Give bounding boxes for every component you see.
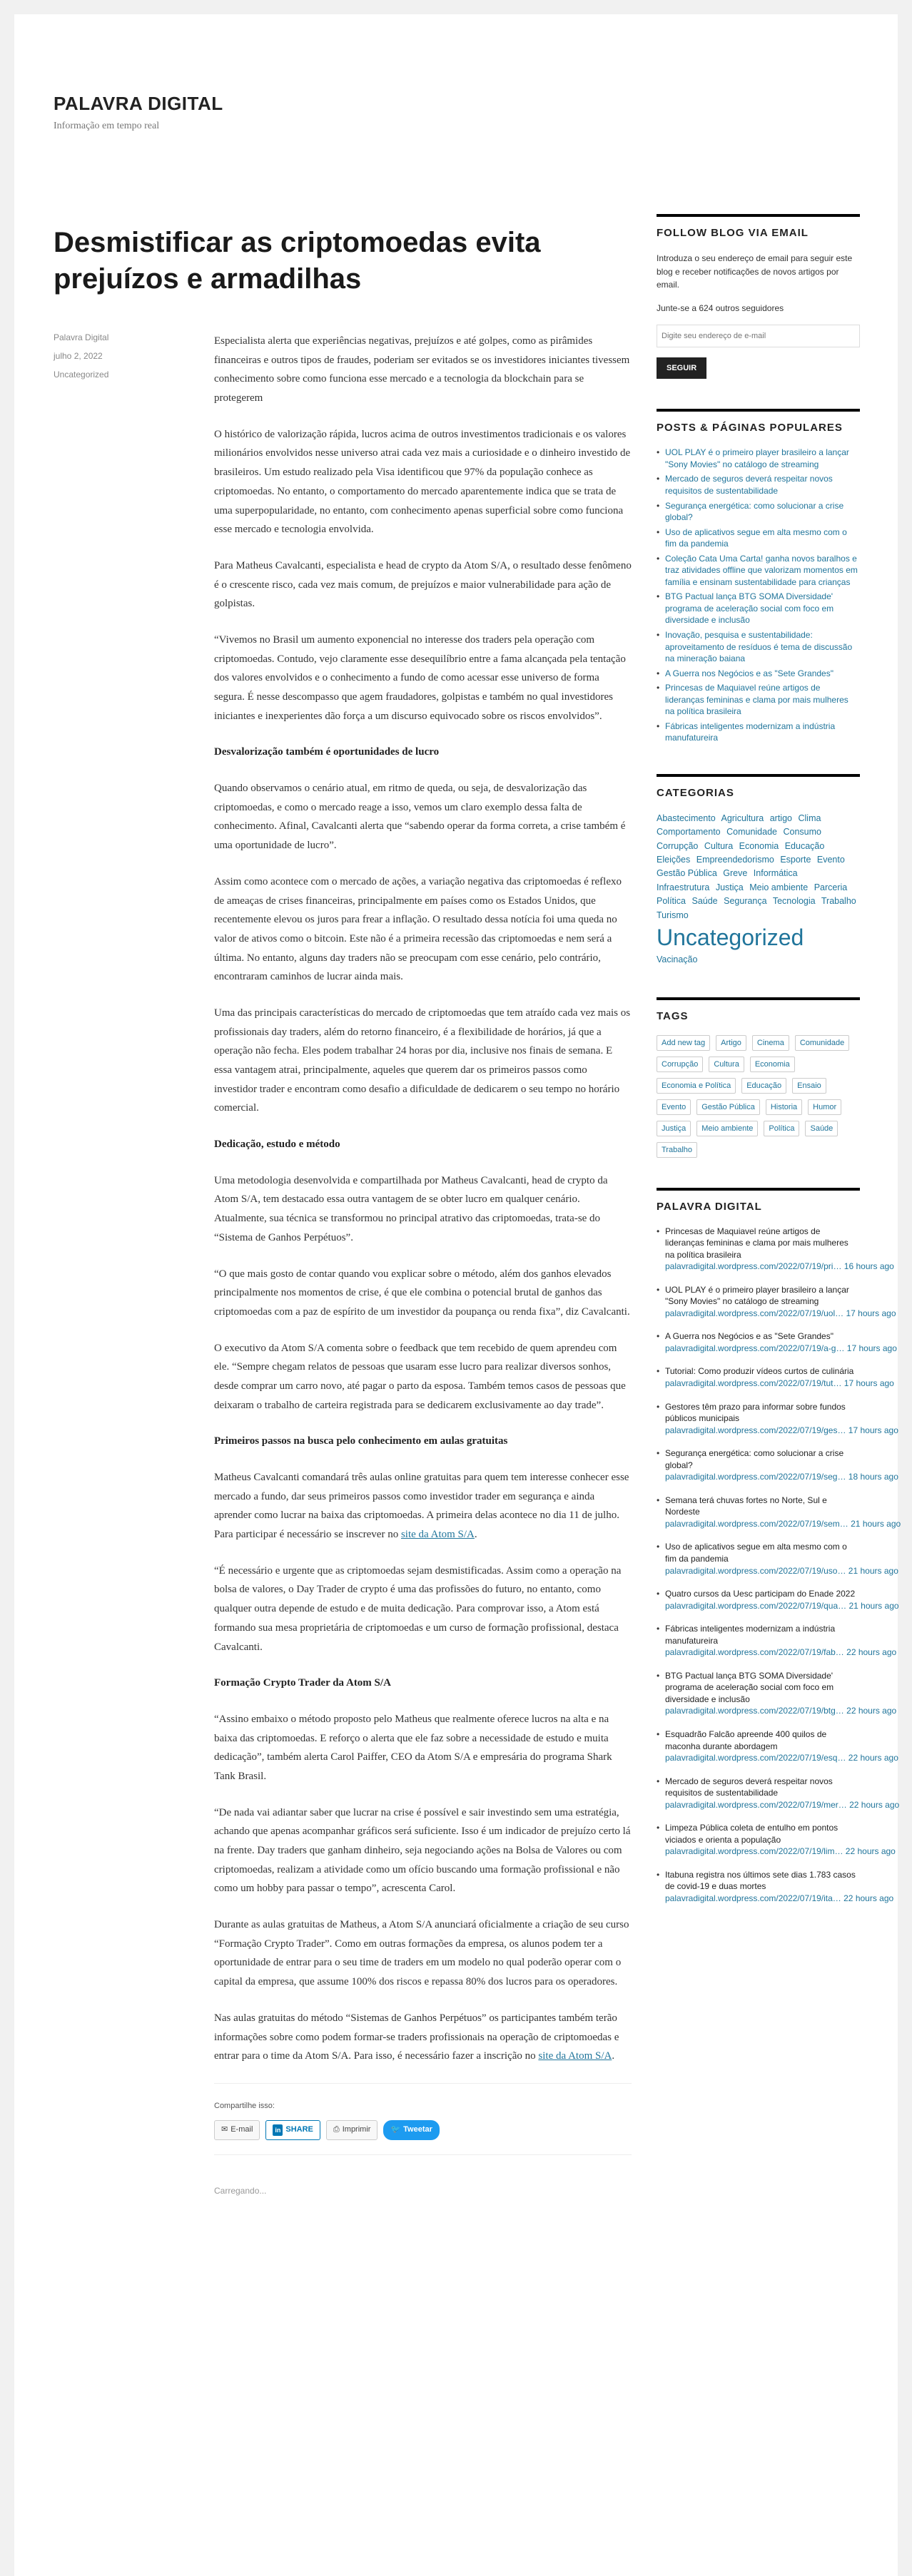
category-link[interactable]: Comportamento — [657, 827, 721, 838]
popular-link[interactable]: A Guerra nos Negócios e as "Sete Grandes" — [665, 668, 834, 678]
list-item — [657, 1869, 894, 1905]
share-twitter-label: Tweetar — [403, 2125, 432, 2134]
widget-title: CATEGORIAS — [657, 786, 734, 799]
popular-link[interactable]: Segurança energética: como solucionar a crise global? — [665, 500, 844, 523]
share-linkedin-label: SHARE — [285, 2125, 313, 2134]
category-link[interactable]: Turismo — [657, 910, 689, 920]
tag-link[interactable]: Trabalho — [657, 1142, 697, 1158]
category-link[interactable]: Educação — [784, 840, 825, 851]
post-meta — [54, 328, 161, 384]
widget-title: FOLLOW BLOG VIA EMAIL — [657, 227, 809, 239]
feed-title: • Segurança energética: como solucionar a crise global? — [665, 1448, 844, 1470]
post-title: Desmistificar as criptomoedas evita prejuízos e armadilhas — [54, 227, 541, 295]
paragraph: Quando observamos o cenário atual, em ritmo de queda, ou seja, de desvalorização das criptomoedas, e como o mercado reage a isso, vemos um claro exemplo dessa falta de conhecimento. Afinal, Cavalcanti alerta que “sabendo operar da forma correta, a crise também é uma oportunidade de lucro”. — [214, 783, 626, 852]
list-item — [657, 1226, 894, 1273]
category-link[interactable]: Saúde — [691, 896, 718, 907]
feed-link[interactable]: palavradigital.wordpress.com/2022/07/19/btg… 22 hours ago — [665, 1706, 897, 1716]
paragraph: Uma metodologia desenvolvida e compartilhada por Matheus Cavalcanti, head de crypto da Atom S/A, tem destacado essa outra vantagem de se obter lucro em qualquer cenário. Atualmente, sua técnica se transformou no principal atrativo das criptomoedas, trata-se do “Sistema de Ganhos Perpétuos”. — [214, 1174, 608, 1243]
list-item — [657, 1588, 899, 1612]
tag-list — [657, 1035, 860, 1158]
category-link[interactable]: Greve — [723, 868, 748, 879]
widget-title: TAGS — [657, 1009, 689, 1022]
twitter-icon: 🐦 — [390, 2125, 401, 2134]
category-link[interactable]: Infraestrutura — [657, 882, 710, 892]
feed-link[interactable]: palavradigital.wordpress.com/2022/07/19/sem… 21 hours ago — [665, 1518, 901, 1529]
paragraph: Matheus Cavalcanti comandará três aulas online gratuitas para quem tem interesse conhecer esse mercado a fundo, dar seus primeiros passos como investidor trader em segurança e ainda aprender como lucrar na baixa das criptomoedas. A primeira delas acontece no dia 11 de julho. Para participar é necessário se inscrever no site da Atom S/A. — [214, 1472, 629, 1541]
category-link[interactable]: Agricultura — [721, 813, 764, 823]
post-author[interactable]: Palavra Digital — [54, 332, 109, 342]
paragraph: Durante as aulas gratuitas de Matheus, a Atom S/A anunciará oficialmente a criação de seu curso “Formação Crypto Trader”. Como em outras formações da empresa, os alunos podem ter a oportunidade de entrar para o seu time de traders em um modelo no qual poderão operar com o capital da empresa, que assume 100% dos riscos e repassa 80% dos lucros para os operadores. — [214, 1919, 629, 1988]
atom-site-link[interactable]: site da Atom S/A — [538, 2050, 612, 2062]
popular-link[interactable]: Princesas de Maquiavel reúne artigos de lideranças femininas e clama por mais mulheres na política brasileira — [665, 683, 848, 717]
list-item — [657, 1729, 898, 1764]
list-item — [657, 721, 860, 744]
follow-text: Introduza o seu endereço de email para seguir este blog e receber notificações de novos artigos por email. — [657, 253, 853, 290]
tag-link[interactable]: Economia — [750, 1057, 795, 1072]
section-heading: Primeiros passos na busca pelo conhecimento em aulas gratuitas — [214, 1435, 508, 1447]
category-link[interactable]: Empreendedorismo — [696, 855, 774, 865]
share-linkedin-button[interactable] — [265, 2120, 320, 2140]
post-content — [214, 332, 632, 2199]
tag-link[interactable]: Justiça — [657, 1121, 691, 1136]
popular-widget — [657, 409, 860, 744]
category-link[interactable]: Informática — [753, 868, 798, 879]
share-title: Compartilhe isso: — [214, 2101, 275, 2110]
sidebar — [657, 214, 901, 1935]
post-category[interactable]: Uncategorized — [54, 370, 109, 380]
share-twitter-button[interactable] — [383, 2120, 439, 2140]
follow-button[interactable]: SEGUIR — [657, 357, 706, 379]
tag-link[interactable]: Economia e Política — [657, 1078, 736, 1094]
list-item — [657, 1365, 894, 1389]
list-item — [657, 591, 860, 626]
feed-title: • Gestores têm prazo para informar sobre fundos públicos municipais — [665, 1401, 846, 1424]
tag-link[interactable]: Historia — [766, 1099, 802, 1115]
paragraph: “É necessário e urgente que as criptomoedas sejam desmistificadas. Assim como a operação na bolsa de valores, o Day Trader de crypto é uma das profissões do futuro, no entanto, como qualquer outra depende de estudo e de muita dedicação. Para comprovar isso, a Atom está formando sua mesa proprietária de criptomoedas e um curso de formação profissional, destaca Cavalcanti. — [214, 1564, 622, 1653]
tag-link[interactable]: Comunidade — [795, 1035, 849, 1051]
category-link[interactable]: Abastecimento — [657, 813, 716, 823]
category-link[interactable]: Segurança — [724, 896, 767, 907]
list-item — [657, 629, 860, 665]
tags-widget — [657, 997, 860, 1158]
tag-link[interactable]: Gestão Pública — [696, 1099, 760, 1115]
loading-text: Carregando... — [214, 2154, 632, 2199]
list-item — [657, 553, 860, 589]
section-heading: Formação Crypto Trader da Atom S/A — [214, 1677, 391, 1689]
category-link[interactable]: Corrupção — [657, 840, 699, 851]
feed-link[interactable]: palavradigital.wordpress.com/2022/07/19/tut… 17 hours ago — [665, 1378, 894, 1388]
feed-title: • Fábricas inteligentes modernizam a indústria manufatureira — [665, 1624, 836, 1646]
paragraph: Para Matheus Cavalcanti, especialista e head de crypto da Atom S/A, o resultado desse fenômeno é o crescente risco, cada vez mais comum, de prejuízos e maior vulnerabilidade para ação de golpistas. — [214, 559, 632, 610]
list-item — [657, 682, 860, 718]
list-item — [657, 1541, 898, 1577]
feed-title: • UOL PLAY é o primeiro player brasileiro a lançar "Sony Movies" no catálogo de streaming — [665, 1284, 849, 1307]
feed-link[interactable]: palavradigital.wordpress.com/2022/07/19/uso… 21 hours ago — [665, 1565, 898, 1576]
category-link[interactable]: Eleições — [657, 855, 691, 865]
feed-link[interactable]: palavradigital.wordpress.com/2022/07/19/mer… 22 hours ago — [665, 1799, 900, 1810]
category-link[interactable]: Justiça — [715, 882, 744, 892]
tag-link[interactable]: Evento — [657, 1099, 691, 1115]
tag-link[interactable]: Política — [764, 1121, 799, 1136]
post-date[interactable]: julho 2, 2022 — [54, 351, 103, 361]
feed-title: • Princesas de Maquiavel reúne artigos de lideranças femininas e clama por mais mulheres na política brasileira — [665, 1226, 848, 1260]
tag-link[interactable]: Corrupção — [657, 1057, 703, 1072]
list-item — [657, 1447, 898, 1483]
tag-link[interactable]: Humor — [808, 1099, 841, 1115]
list-item — [657, 1776, 900, 1811]
feed-title: • Itabuna registra nos últimos sete dias 1.783 casos de covid-19 e duas mortes — [665, 1869, 856, 1892]
paragraph: O histórico de valorização rápida, lucros acima de outros investimentos tradicionais e os valores milionários envolvidos nesse universo atrai cada vez mais a curiosidade e o dinheiro investido de brasileiros. Um estudo realizado pela Visa identificou que 97% da população conhece as criptomoedas. No entanto, o comportamento do mercado aparentemente indica que se trata de uma superpopularidade, no entanto, com conhecimento apenas superficial sobre como funciona esse mercado e tecnologia envolvida. — [214, 428, 631, 536]
list-item — [657, 500, 860, 524]
site-header — [54, 93, 223, 132]
follow-widget — [657, 214, 860, 379]
feed-link[interactable]: palavradigital.wordpress.com/2022/07/19/fab… 22 hours ago — [665, 1647, 897, 1658]
paragraph: O executivo da Atom S/A comenta sobre o feedback que tem recebido de quem aprendeu com ele. “Sempre chegam relatos de pessoas que usaram esse lucro para realizar diversos sonhos, desde comprar um carro novo, até pagar o parto da esposa. Também temos casos de pessoas que deixaram o trabalho de carteira registrada para se dedicarem exclusivamente ao day trade”. — [214, 1342, 626, 1411]
paragraph: Assim como acontece com o mercado de ações, a variação negativa das criptomoedas é reflexo de ameaças de crises financeiras, principalmente em países como os Estados Unidos, que recentemente elevou os juros para frear a inflação. O resultado dessa notícia foi uma queda no valor de ativos como o bitcoin. Este não é a primeira recessão das criptomoedas e nem será a última. No entanto, alguns day traders não se preocupam com esse cenário, pelo contrário, encontraram caminhos de lucrar ainda mais. — [214, 875, 622, 983]
feed-link[interactable]: palavradigital.wordpress.com/2022/07/19/qua… 21 hours ago — [665, 1600, 899, 1611]
list-item — [657, 1623, 897, 1659]
email-icon: ✉ — [221, 2125, 228, 2134]
category-link[interactable]: Parceria — [814, 882, 848, 892]
list-item — [657, 1330, 897, 1354]
category-link[interactable]: Comunidade — [726, 827, 777, 838]
site-description: Informação em tempo real — [54, 121, 160, 131]
paragraph: “Assino embaixo o método proposto pelo Matheus que realmente oferece lucros na alta e na baixa das criptomoedas. E reforço o alerta que ele faz sobre a necessidade de estudo e muita dedicação”, também alerta Carol Paiffer, CEO da Atom S/A e empresária do programa Shark Tank Brasil. — [214, 1713, 612, 1782]
paragraph: “Vivemos no Brasil um aumento exponencial no interesse dos traders pela operação com criptomoedas. Contudo, vejo claramente esse desequilíbrio entre a fama alcançada pela tentação dos valores envolvidos e o conhecimento a fundo de como acessar esse universo de forma segura. É nesse descompasso que agem fraudadores, golpistas e também no qual investidores iniciantes e inexperientes dão força a um discurso equivocado sobre os riscos envolvidos”. — [214, 633, 626, 722]
feed-link[interactable]: palavradigital.wordpress.com/2022/07/19/pri… 16 hours ago — [665, 1261, 894, 1272]
list-item — [657, 473, 860, 497]
page — [14, 14, 901, 2576]
email-input[interactable] — [657, 325, 860, 347]
tag-link[interactable]: Educação — [741, 1078, 786, 1094]
feed-link[interactable]: palavradigital.wordpress.com/2022/07/19/a-g… 17 hours ago — [665, 1343, 897, 1353]
paragraph: Uma das principais características do mercado de criptomoedas que tem atraído cada vez mais os profissionais day traders, além do retorno financeiro, é a flexibilidade de horários, já que a operação não fecha. Eles podem trabalhar 24 horas por dia, inclusive nos finais de semana. E essa vantagem atrai, principalmente, aqueles que querem dar os primeiros passos como investidor trader e encontram como desafio a dificuldade de dedicarem o seu tempo no horário comercial. — [214, 1007, 631, 1114]
feed-list — [657, 1226, 901, 1905]
section-heading: Dedicação, estudo e método — [214, 1139, 340, 1151]
category-link[interactable]: Gestão Pública — [657, 868, 717, 879]
category-link[interactable]: Clima — [798, 813, 821, 823]
feed-link[interactable]: palavradigital.wordpress.com/2022/07/19/ita… 22 hours ago — [665, 1893, 894, 1904]
category-link[interactable]: artigo — [769, 813, 792, 823]
paragraph: “O que mais gosto de contar quando vou explicar sobre o método, além dos ganhos elevados principalmente nos momentos de crise, é que ele combina o potencial brutal de ganhos das criptomoedas com a paz de espírito de um investidor da poupança ou renda fixa”, diz Cavalcanti. — [214, 1268, 630, 1318]
category-link[interactable]: Esporte — [780, 855, 811, 865]
category-link[interactable]: Meio ambiente — [749, 882, 809, 892]
category-cloud — [657, 812, 860, 967]
feed-link[interactable]: palavradigital.wordpress.com/2022/07/19/ges… 17 hours ago — [665, 1425, 898, 1435]
widget-title: PALAVRA DIGITAL — [657, 1200, 762, 1213]
paragraph-text: Nas aulas gratuitas do método “Sistemas de Ganhos Perpétuos” os participantes também terão informações sobre como podem formar-se traders profissionais na operação de criptomoedas e entrar para o time da Atom S/A. Para isso, é necessário fazer a inscrição no — [214, 2012, 619, 2062]
list-item — [657, 526, 860, 550]
widget-title: POSTS & PÁGINAS POPULARES — [657, 422, 843, 434]
feed-link[interactable]: palavradigital.wordpress.com/2022/07/19/lim… 22 hours ago — [665, 1846, 896, 1857]
share-print-button[interactable] — [326, 2120, 378, 2140]
feed-link[interactable]: palavradigital.wordpress.com/2022/07/19/seg… 18 hours ago — [665, 1472, 898, 1482]
feed-title: • BTG Pactual lança BTG SOMA Diversidade' programa de aceleração social com foco em diversidade e inclusão — [665, 1670, 834, 1704]
feed-widget — [657, 1188, 901, 1905]
popular-link[interactable]: Uso de aplicativos segue em alta mesmo com o fim da pandemia — [665, 526, 847, 549]
category-link-uncategorized[interactable]: Uncategorized — [657, 924, 804, 950]
feed-title: • A Guerra nos Negócios e as "Sete Grandes" — [665, 1331, 834, 1342]
tag-link[interactable]: Cinema — [752, 1035, 789, 1051]
popular-list — [657, 447, 860, 744]
category-link[interactable]: Vacinação — [657, 954, 698, 965]
feed-title: • Uso de aplicativos segue em alta mesmo com o fim da pandemia — [665, 1542, 847, 1564]
category-link[interactable]: Trabalho — [821, 896, 856, 907]
popular-link[interactable]: Fábricas inteligentes modernizam a indústria manufatureira — [665, 721, 836, 743]
list-item — [657, 1495, 901, 1530]
list-item — [657, 668, 860, 680]
popular-link[interactable]: BTG Pactual lança BTG SOMA Diversidade' programa de aceleração social com foco em diversidade e inclusão — [665, 591, 834, 626]
category-link[interactable]: Consumo — [783, 827, 821, 838]
list-item — [657, 1401, 898, 1437]
feed-title: • Limpeza Pública coleta de entulho em pontos viciados e orienta a população — [665, 1823, 838, 1845]
site-title[interactable]: PALAVRA DIGITAL — [54, 93, 223, 114]
follower-count: Junte-se a 624 outros seguidores — [657, 302, 784, 313]
popular-link[interactable]: UOL PLAY é o primeiro player brasileiro a lançar "Sony Movies" no catálogo de streaming — [665, 447, 849, 469]
share-email-button[interactable] — [214, 2120, 260, 2140]
share-section — [214, 2083, 632, 2140]
popular-link[interactable]: Coleção Cata Uma Carta! ganha novos baralhos e traz atividades offline que valorizam momentos em família e ensinam sustentabilidade para crianças — [665, 553, 858, 587]
feed-title: • Semana terá chuvas fortes no Norte, Sul e Nordeste — [665, 1495, 827, 1517]
tag-link[interactable]: Add new tag — [657, 1035, 710, 1051]
feed-title: • Tutorial: Como produzir vídeos curtos de culinária — [665, 1366, 854, 1377]
category-link[interactable]: Evento — [816, 855, 845, 865]
list-item — [657, 1284, 896, 1320]
feed-link[interactable]: palavradigital.wordpress.com/2022/07/19/uol… 17 hours ago — [665, 1308, 896, 1318]
category-link[interactable]: Economia — [739, 840, 779, 851]
feed-title: • Mercado de seguros deverá respeitar novos requisitos de sustentabilidade — [665, 1776, 833, 1798]
tag-link[interactable]: Artigo — [716, 1035, 746, 1051]
share-buttons — [214, 2120, 632, 2140]
share-email-label: E-mail — [230, 2125, 253, 2134]
category-link[interactable]: Tecnologia — [772, 896, 816, 907]
tag-link[interactable]: Cultura — [709, 1057, 744, 1072]
list-item — [657, 447, 860, 470]
paragraph: Nas aulas gratuitas do método “Sistemas de Ganhos Perpétuos” os participantes também terão informações sobre como podem formar-se traders profissionais na operação de criptomoedas e entrar para o time da Atom S/A. Para isso, é necessário fazer a inscrição no site da Atom S/A. — [214, 2012, 619, 2062]
popular-link[interactable]: Mercado de seguros deverá respeitar novos requisitos de sustentabilidade — [665, 474, 833, 497]
paragraph: Especialista alerta que experiências negativas, prejuízos e até golpes, como as pirâmides financeiras e outros tipos de fraudes, poderiam ser evitados se os investidores iniciantes tivessem conhecimento sobre como funciona esse mercado e a tecnologia da blockchain para se protegerem — [214, 335, 630, 404]
feed-link[interactable]: palavradigital.wordpress.com/2022/07/19/esq… 22 hours ago — [665, 1753, 898, 1763]
section-heading: Desvalorização também é oportunidades de lucro — [214, 746, 440, 758]
tag-link[interactable]: Ensaio — [792, 1078, 826, 1094]
list-item — [657, 1670, 897, 1717]
printer-icon: ⎙ — [333, 2125, 340, 2134]
share-print-label: Imprimir — [342, 2125, 371, 2134]
tag-link[interactable]: Saúde — [805, 1121, 838, 1136]
atom-site-link[interactable]: site da Atom S/A — [400, 1529, 475, 1541]
paragraph: “De nada vai adiantar saber que lucrar na crise é possível e sair investindo sem uma estratégia, achando que apenas acompanhar gráficos será suficiente. Isso é um indicador de prejuízo certo lá na frente. Day traders que ganham dinheiro, seja negociando ações na Bolsa de Valores ou com criptomoedas, realizam a atividade como um ofício buscando uma formação profissional e não como um hobby para passar o tempo”, acrescenta Carol. — [214, 1806, 631, 1895]
tag-link[interactable]: Meio ambiente — [696, 1121, 758, 1136]
feed-title: • Esquadrão Falcão apreende 400 quilos de maconha durante abordagem — [665, 1729, 827, 1751]
paragraph-text: Matheus Cavalcanti comandará três aulas online gratuitas para quem tem interesse conhecer esse mercado a fundo, dar seus primeiros passos como investidor trader em segurança e ainda aprender como lucrar na baixa das criptomoedas. A primeira delas acontece no dia 11 de julho. Para participar é necessário se inscrever no — [214, 1472, 629, 1541]
popular-link[interactable]: Inovação, pesquisa e sustentabilidade: aproveitamento de resíduos é tema de discussão na mineração baiana — [665, 630, 853, 664]
feed-title: • Quatro cursos da Uesc participam do Enade 2022 — [665, 1589, 856, 1599]
categories-widget — [657, 774, 860, 967]
linkedin-icon: in — [273, 2124, 283, 2136]
category-link[interactable]: Política — [657, 896, 686, 907]
category-link[interactable]: Cultura — [704, 840, 734, 851]
list-item — [657, 1822, 896, 1858]
